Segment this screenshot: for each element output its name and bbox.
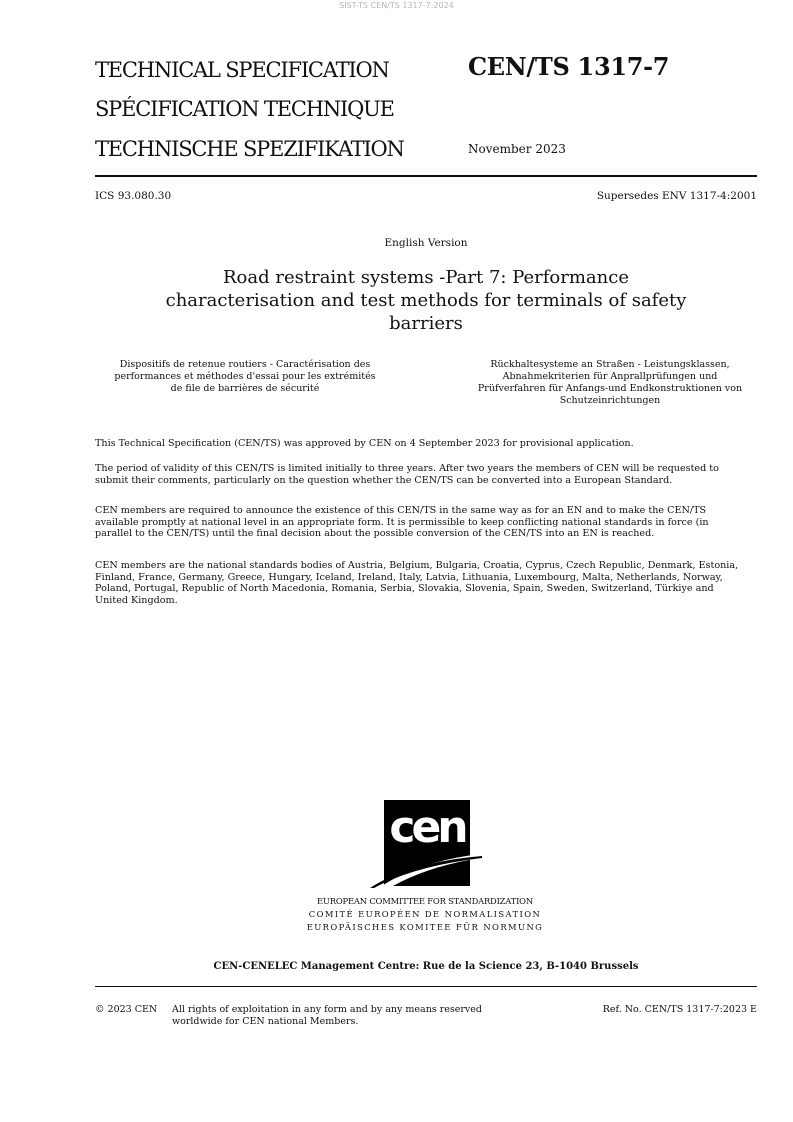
paragraph-line: CEN members are required to announce the existence of this CEN/TS in the same way as for an EN and to make the CEN/TS bbox=[95, 505, 707, 516]
german-title-line: Abnahmekriterien für Anprallprüfungen und bbox=[502, 371, 718, 382]
paragraph-validity bbox=[95, 463, 757, 486]
cen-logo-swoosh-tail bbox=[370, 850, 482, 890]
bottom-rule bbox=[95, 986, 757, 987]
french-title-line: de file de barrières de sécurité bbox=[170, 383, 320, 394]
french-title bbox=[95, 359, 395, 395]
management-centre-address: CEN-CENELEC Management Centre: Rue de la Science 23, B-1040 Brussels bbox=[213, 961, 639, 972]
document-title bbox=[95, 266, 757, 335]
german-title bbox=[460, 359, 760, 407]
committee-en: EUROPEAN COMMITTEE FOR STANDARDIZATION bbox=[317, 896, 533, 906]
rights-line: worldwide for CEN national Members. bbox=[172, 1016, 359, 1027]
paragraph-line: parallel to the CEN/TS) until the final decision about the possible conversion of the CEN/TS into an EN is reached. bbox=[95, 528, 655, 539]
title-line: Road restraint systems -Part 7: Performance bbox=[223, 267, 629, 288]
french-title-line: Dispositifs de retenue routiers - Caractérisation des bbox=[119, 359, 371, 370]
german-title-line: Schutzeinrichtungen bbox=[559, 395, 661, 406]
title-line: barriers bbox=[389, 313, 463, 334]
ics-code: ICS 93.080.30 bbox=[95, 190, 172, 202]
german-title-line: Rückhaltesysteme an Straßen - Leistungsklassen, bbox=[490, 359, 730, 370]
rights-line: All rights of exploitation in any form and by any means reserved bbox=[172, 1004, 483, 1015]
german-title-line: Prüfverfahren für Anfangs-und Endkonstruktionen von bbox=[477, 383, 743, 394]
paragraph-line: available promptly at national level in an appropriate form. It is permissible to keep conflicting national standards in force (in bbox=[95, 516, 709, 528]
rights-statement bbox=[172, 1004, 482, 1028]
french-title-line: performances et méthodes d'essai pour les extrémités bbox=[114, 371, 376, 382]
paragraph-line: submit their comments, particularly on the question whether the CEN/TS can be converted into a European Standard. bbox=[95, 474, 673, 486]
paragraph-line: This Technical Specification (CEN/TS) was approved by CEN on 4 September 2023 for provisional application. bbox=[95, 438, 634, 449]
heading-de: TECHNISCHE SPEZIFIKATION bbox=[95, 137, 404, 161]
reference-number: Ref. No. CEN/TS 1317-7:2023 E bbox=[602, 1004, 757, 1015]
committee-de: EUROPÄISCHES KOMITEE FÜR NORMUNG bbox=[306, 922, 544, 932]
title-line: characterisation and test methods for terminals of safety bbox=[165, 290, 687, 311]
paragraph-line: Finland, France, Germany, Greece, Hungary, Iceland, Ireland, Italy, Latvia, Lithuania, Luxembourg, Malta, Netherlands, Norway, bbox=[95, 571, 723, 583]
top-rule bbox=[95, 175, 757, 177]
paragraph-members bbox=[95, 560, 757, 606]
paragraph-line: CEN members are the national standards bodies of Austria, Belgium, Bulgaria, Croatia, Cyprus, Czech Republic, Denmark, Estonia, bbox=[95, 560, 739, 571]
paragraph-line: United Kingdom. bbox=[95, 594, 178, 606]
committee-fr: COMITÉ EUROPÉEN DE NORMALISATION bbox=[308, 909, 542, 919]
paragraph-announcement bbox=[95, 505, 757, 540]
publication-date: November 2023 bbox=[468, 142, 566, 156]
copyright: © 2023 CEN bbox=[95, 1004, 158, 1015]
paragraph-approval bbox=[95, 438, 757, 450]
paragraph-line: Poland, Portugal, Republic of North Macedonia, Romania, Serbia, Slovakia, Slovenia, Spain, Sweden, Switzerland, Türkiye and bbox=[95, 583, 714, 594]
heading-en: TECHNICAL SPECIFICATION bbox=[95, 58, 389, 82]
paragraph-line: The period of validity of this CEN/TS is limited initially to three years. After two years the members of CEN will be requested to bbox=[95, 463, 719, 474]
heading-fr: SPÉCIFICATION TECHNIQUE bbox=[95, 97, 394, 121]
supersedes: Supersedes ENV 1317-4:2001 bbox=[596, 190, 757, 202]
cen-logo-text: cen bbox=[389, 802, 465, 853]
language-version: English Version bbox=[384, 237, 468, 249]
document-number: CEN/TS 1317-7 bbox=[468, 52, 670, 81]
watermark: SIST-TS CEN/TS 1317-7:2024 bbox=[339, 1, 454, 10]
